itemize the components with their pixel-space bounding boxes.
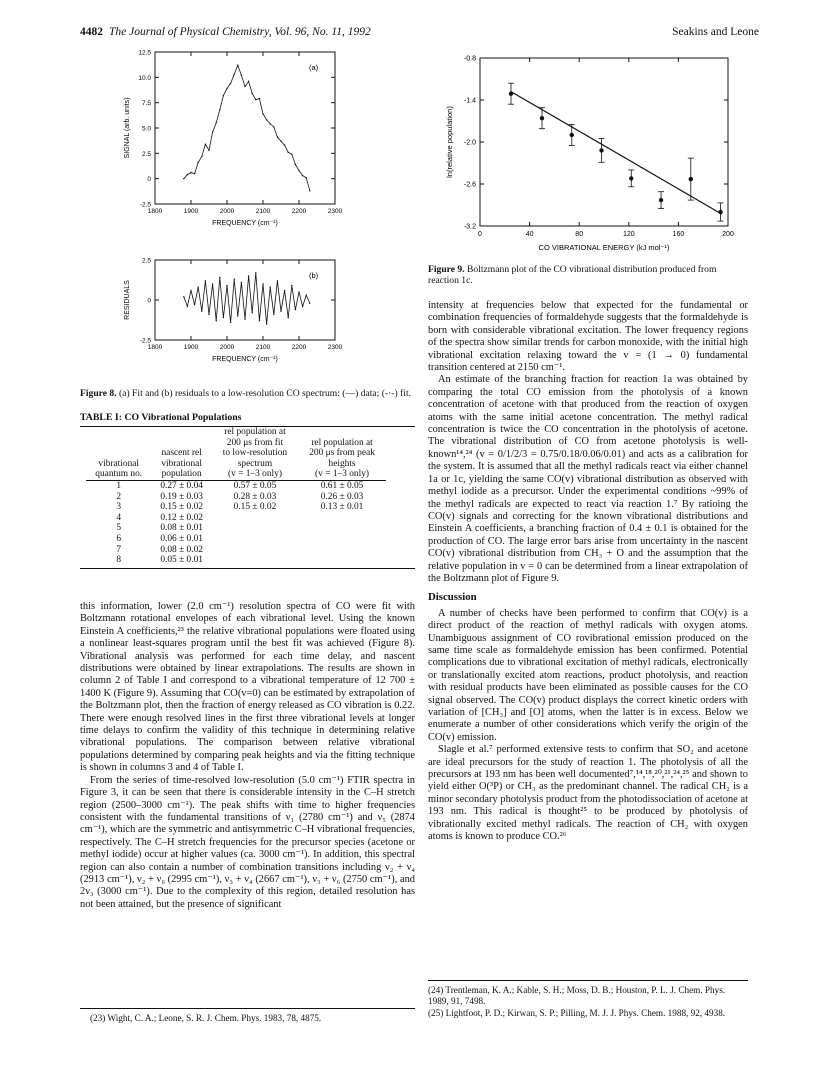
figure-9-caption-text: Boltzmann plot of the CO vibrational distribution produced from reaction 1c. (428, 264, 717, 287)
table-cell: 0.13 ± 0.01 (320, 502, 364, 513)
x-tick-label: 160 (672, 231, 685, 238)
figure-9 (438, 50, 738, 270)
data-point (262, 283, 263, 284)
data-point (205, 280, 206, 281)
table-header-cell (86, 448, 151, 459)
table-row (86, 492, 386, 503)
y-tick-label: 0 (147, 176, 151, 184)
data-point (205, 144, 206, 145)
table-header-cell: population (161, 469, 202, 480)
table-header-cell: vibrational (161, 458, 202, 469)
data-point (252, 312, 253, 313)
x-tick-label: 2200 (291, 344, 307, 351)
y-tick-label: 10.0 (138, 74, 151, 82)
table-header-cell: nascent rel (161, 448, 202, 459)
table-header-cell: to low-resolution (222, 448, 288, 459)
paragraph: Slagle et al.⁷ performed extensive tests to confirm that SO₂ and acetone are ideal precursors for the study of reaction 1. The photolysis of all the precursors at 193 nm has been well documented⁷,¹⁴,¹⁸,²⁰,²¹,²⁴,²⁵ and shown to yield either O(³P) or CH₃ as the predominant channel. The radical CH₂ is a minor secondary photolysis product from the photodissociation of acetone at 193 nm. This radical is thought²⁵ to be produced by photolysis of vibrationally excited methyl radicals. The reaction of CH₂ with oxygen atoms is known to produce CO.²⁶ (428, 744, 748, 843)
data-point (212, 283, 213, 284)
data-point (295, 309, 296, 310)
figure-8 (110, 46, 360, 386)
data-point (190, 172, 191, 173)
x-tick-label: 1900 (183, 344, 199, 351)
data-point (270, 123, 271, 124)
table-row (86, 480, 386, 491)
table-header-row (86, 459, 386, 470)
data-point (262, 113, 263, 114)
data-point (689, 177, 693, 181)
table-header-cell: vibrational (98, 458, 140, 469)
x-tick-label: 40 (525, 231, 534, 238)
table-cell (212, 523, 298, 534)
table-cell: 5 (116, 523, 122, 534)
table-row (86, 502, 386, 513)
table-header-cell: (v = 1–3 only) (315, 469, 370, 480)
data-point (190, 290, 191, 291)
y-tick-label: 2.5 (141, 257, 151, 265)
table-cell (212, 513, 298, 524)
data-point (223, 317, 224, 318)
data-point (237, 315, 238, 316)
data-point (659, 198, 663, 202)
y-tick-label: 7.5 (141, 100, 151, 108)
data-point (509, 92, 513, 96)
table-1 (80, 412, 415, 569)
data-point (187, 306, 188, 307)
page-number: 4482 (80, 26, 103, 38)
table-body (86, 427, 386, 566)
footnote-23: (23) Wight, C. A.; Leone, S. R. J. Chem. Phys. 1983, 78, 4875. (90, 1013, 322, 1023)
x-tick-label: 1800 (147, 344, 163, 351)
x-axis-label: FREQUENCY (cm⁻¹) (212, 356, 278, 363)
table-cell (298, 513, 386, 524)
x-tick-label: 2200 (291, 208, 307, 215)
running-header (80, 26, 759, 44)
y-tick-label: 12.5 (138, 49, 151, 57)
data-point (295, 164, 296, 165)
table-cell: 0.08 ± 0.02 (160, 544, 203, 555)
table-header-cell: 200 μs from peak (309, 448, 375, 459)
figure-9-caption (428, 264, 748, 287)
data-point (208, 150, 209, 151)
table-header-cell (151, 438, 211, 449)
table-row (86, 534, 386, 545)
data-point (248, 275, 249, 276)
paragraph: From the series of time-resolved low-resolution (5.0 cm⁻¹) FTIR spectra in Figure 3, it can be seen that there is considerable intensity in the C–H stretch region (2500–3000 cm⁻¹). The peak shifts with time to higher frequencies consistent with the fundamental transitions of ν₁ (2780 cm⁻¹) and ν₅ (2874 cm⁻¹), which are the symmetric and antisymmetric C–H vibrational frequencies, respectively. The C–H stretch frequencies for the precursor species (acetone or methyl iodide) occur at higher values (ca. 3000 cm⁻¹). In addition, this spectral region can also contain a number of combination transitions including ν₂ + ν₄ (2913 cm⁻¹), ν₂ + ν₆ (2995 cm⁻¹), ν₃ + ν₄ (2667 cm⁻¹), ν₃ + ν₆ (2750 cm⁻¹), and 2ν₃ (3000 cm⁻¹). Due to the complexity of this region, detailed resolution has not been attained, but the presence of significant (80, 774, 415, 910)
data-point (201, 156, 202, 157)
table-cell (298, 534, 386, 545)
table-header-row (86, 438, 386, 449)
data-point (277, 136, 278, 137)
data-point (241, 282, 242, 283)
table-title: TABLE I: CO Vibrational Populations (80, 412, 242, 423)
y-tick-label: -3.2 (463, 223, 476, 231)
table-cell: 3 (116, 502, 122, 513)
table-header-row (86, 469, 386, 480)
data-point (259, 98, 260, 99)
data-point (277, 280, 278, 281)
data-point (599, 148, 603, 152)
data-point (280, 311, 281, 312)
table-cell: 4 (116, 512, 122, 523)
table-row (86, 555, 386, 566)
table-header-cell: heights (328, 458, 356, 469)
journal-citation (80, 26, 371, 38)
data-point (255, 272, 256, 273)
fit-line (511, 92, 722, 215)
data-point (302, 175, 303, 176)
table-row (86, 513, 386, 524)
footnote-rule (80, 1008, 415, 1009)
table-cell: 0.12 ± 0.02 (160, 512, 203, 523)
data-point (309, 303, 310, 304)
data-point (570, 133, 574, 137)
data-point (183, 178, 184, 179)
data-point (237, 64, 238, 65)
table-header-row (86, 427, 386, 438)
table-cell (298, 555, 386, 566)
data-point (212, 131, 213, 132)
data-point (298, 170, 299, 171)
table-cell: 2 (116, 491, 122, 502)
table-cell: 0.28 ± 0.03 (233, 491, 277, 502)
paragraph: this information, lower (2.0 cm⁻¹) resolution spectra of CO were fit with Boltzmann rotational envelopes of each vibrational level. Using the known Einstein A coefficients,²³ the relative vibrational populations were floated using a nonlinear least-squares program until the best fit was achieved (Figure 8). Vibrational analysis was performed for each time delay, and nascent distributions were obtained by linear extrapolations. The results are shown in column 2 of Table I and correspond to a vibrational temperature of 12 700 ± 1400 K (Figure 9). Assuming that CO(v=0) can be estimated by extrapolation of the Boltzmann plot, then the fraction of energy released as CO vibration is 0.22. There were enough resolved lines in the first three vibrational levels at longer time delays to confirm the validity of this technique in determining relative vibrational populations. The comparison between relative vibrational populations determined by comparing peak heights and via the fitting technique is shown in columns 3 and 4 of Table I. (80, 601, 415, 774)
data-point (288, 317, 289, 318)
data-point (187, 174, 188, 175)
y-tick-label: -2.6 (463, 181, 476, 189)
table-header-cell (86, 427, 151, 438)
panel-label: (b) (309, 271, 319, 280)
table-header-cell (86, 438, 151, 449)
x-axis-label: CO VIBRATIONAL ENERGY (kJ mol⁻¹) (538, 243, 670, 252)
data-point (306, 177, 307, 178)
y-tick-label: 0 (147, 297, 151, 305)
plot-frame (480, 58, 728, 226)
table-cell: 0.08 ± 0.01 (160, 523, 203, 534)
y-tick-label: -0.8 (463, 55, 476, 63)
data-point (219, 109, 220, 110)
figure-8-caption-text: (a) Fit and (b) residuals to a low-resolution CO spectrum: (—) data; (-·-) fit. (119, 388, 412, 399)
x-tick-label: 1900 (183, 208, 199, 215)
data-trace (184, 273, 310, 324)
paragraph: A number of checks have been performed to confirm that CO(v) is a direct product of the reaction of methyl radicals with oxygen atoms. Unambiguous assignment of CO rovibrational emission produced on the same time scale as formaldehyde emission has been confirmed. Potential complications due to vibrational excitation of methyl radicals, electronically or translationally excited atom reactions, product photolysis, and reaction with residual products have been eliminated as possible causes for the CO signal observed. The CO(v) product displays the correct kinetic orders with variation of [CH₃] and [O] atoms, when the latter is in excess. Below we enumerate a number of other considerations which verify the origin of the CO(v) emission. (428, 607, 748, 743)
data-point (255, 99, 256, 100)
data-point (718, 210, 722, 214)
x-tick-label: 0 (478, 231, 482, 238)
data-point (230, 322, 231, 323)
y-tick-label: -2.5 (139, 337, 151, 345)
data-point (273, 314, 274, 315)
data-point (252, 93, 253, 94)
data-point (266, 323, 267, 324)
data-point (226, 285, 227, 286)
figure-8-caption (80, 388, 415, 399)
x-tick-label: 2300 (327, 208, 343, 215)
data-point (270, 287, 271, 288)
data-point (219, 277, 220, 278)
left-column-text (80, 601, 415, 911)
data-point (284, 290, 285, 291)
y-axis-label: SIGNAL (arb. units) (124, 97, 131, 159)
section-heading-discussion: Discussion (428, 591, 477, 604)
data-point (284, 145, 285, 146)
data-point (288, 152, 289, 153)
data-point (540, 116, 544, 120)
data-point (244, 319, 245, 320)
figure-8-caption-label: Figure 8. (80, 388, 117, 399)
data-point (244, 86, 245, 87)
right-column-text (428, 300, 748, 843)
table-cell: 0.57 ± 0.05 (233, 480, 277, 491)
table-cell: 0.05 ± 0.01 (160, 555, 203, 566)
figure-9-caption-label: Figure 9. (428, 264, 465, 275)
table-cell: 0.06 ± 0.01 (160, 533, 203, 544)
journal-title: The Journal of Physical Chemistry, Vol. 96, No. 11, 1992 (109, 26, 371, 38)
x-tick-label: 120 (622, 231, 635, 238)
data-point (201, 311, 202, 312)
paragraph: intensity at frequencies below that expected for the fundamental or combination frequencies of formaldehyde suggests that the formaldehyde is born with considerable vibrational excitation. The lower frequency regions of the spectra show similar trends for carbon monoxide, with the initial high vibrational excitation relaxing toward the v = (1 → 0) fundamental transition centered at 2150 cm⁻¹. (428, 300, 748, 374)
y-tick-label: 5.0 (141, 125, 151, 133)
table-header-cell (298, 427, 386, 438)
y-axis-label: RESIDUALS (124, 280, 131, 320)
y-tick-label: 2.5 (141, 150, 151, 158)
data-point (226, 88, 227, 89)
footnote-25: (25) Lightfoot, P. D.; Kirwan, S. P.; Pilling, M. J. J. Phys. Chem. 1988, 92, 4938. (428, 1008, 726, 1018)
x-tick-label: 2000 (219, 344, 235, 351)
table-header-cell: (v = 1–3 only) (227, 469, 282, 480)
table-row (86, 545, 386, 556)
table-cell (212, 545, 298, 556)
panel-label: (a) (309, 63, 319, 72)
table-header-cell: 200 μs from fit (226, 437, 284, 448)
data-point (306, 295, 307, 296)
data-point (309, 190, 310, 191)
data-point (223, 95, 224, 96)
data-point (629, 176, 633, 180)
x-tick-label: 80 (575, 231, 584, 238)
data-point (208, 314, 209, 315)
data-point (298, 291, 299, 292)
table-header-cell: quantum no. (95, 469, 143, 480)
table-header-cell (151, 427, 211, 438)
x-tick-label: 2100 (255, 344, 271, 351)
table-cell: 0.26 ± 0.03 (320, 491, 364, 502)
x-axis-label: FREQUENCY (cm⁻¹) (212, 220, 278, 227)
data-point (266, 119, 267, 120)
data-point (234, 279, 235, 280)
data-point (216, 122, 217, 123)
data-point (230, 83, 231, 84)
paragraph: An estimate of the branching fraction for reaction 1a was obtained by comparing the total CO emission from the photolysis of a known concentration of acetone with that produced from the reaction of oxygen atoms with the same initial acetone concentration. The methyl radical concentration is twice the CO concentration in the photolysis of acetone. The vibrational distribution of CO from acetone photolysis is well-known¹⁴,²⁴ (v = 0/1/2/3 = 0.75/0.18/0.06/0.01) and acts as a calibration for the system. It is assumed that all the methyl radicals react via either channel 1a or 1c, yielding the same CO(v) vibrational distribution as observed with methyl iodide as a precursor. Under the experimental conditions ~99% of the methyl radicals are expected to react via reaction 1.⁷ By ratioing the CO(v) signals and correcting for the known vibrational distributions and Einstein A coefficients, a branching fraction of 0.4 ± 0.1 is obtained for the production of CO. The large error bars arise from uncertainty in the nascent CO(v) vibrational distribution from CH₃ + O and the assumption that the relative population in v = 0 can be determined from a linear extrapolation of the Boltzmann plot of Figure 9. (428, 374, 748, 584)
x-tick-label: 2000 (219, 208, 235, 215)
y-tick-label: -2.0 (463, 139, 476, 147)
data-point (291, 154, 292, 155)
table-cell: 0.61 ± 0.05 (320, 480, 364, 491)
data-point (183, 296, 184, 297)
footnote-24: (24) Trentleman, K. A.; Kable, S. H.; Moss, D. B.; Houston, P. L. J. Chem. Phys. 1989, 91, 7498. (428, 985, 726, 1006)
data-point (302, 306, 303, 307)
data-point (234, 74, 235, 75)
table-header-cell: rel population at (311, 437, 373, 448)
data-point (280, 140, 281, 141)
table-cell: 8 (116, 555, 122, 566)
table-cell: 0.15 ± 0.02 (160, 502, 203, 513)
table-cell (298, 523, 386, 534)
table-cell: 6 (116, 533, 122, 544)
x-tick-label: 2300 (327, 344, 343, 351)
data-point (194, 304, 195, 305)
table-cell (298, 545, 386, 556)
table-cell: 0.15 ± 0.02 (233, 502, 277, 513)
data-trace (184, 65, 310, 191)
y-tick-label: -2.5 (139, 201, 151, 209)
table-cell: 0.19 ± 0.03 (160, 491, 203, 502)
data-point (241, 75, 242, 76)
data-point (248, 81, 249, 82)
data-point (259, 320, 260, 321)
table-cell: 0.27 ± 0.04 (160, 480, 203, 491)
footnote-rule (428, 980, 748, 981)
data-point (273, 126, 274, 127)
x-tick-label: 1800 (147, 208, 163, 215)
y-axis-label: ln(relative population) (445, 106, 454, 178)
x-tick-label: 2100 (255, 208, 271, 215)
table-cell: 1 (116, 480, 122, 491)
data-point (198, 287, 199, 288)
x-tick-label: 200 (722, 231, 734, 238)
data-point (194, 173, 195, 174)
y-tick-label: -1.4 (463, 97, 476, 105)
table-header-cell: rel population at (224, 427, 286, 437)
table-cell (212, 555, 298, 566)
table-header-cell: spectrum (237, 458, 273, 469)
data-point (198, 162, 199, 163)
table-cell: 7 (116, 544, 122, 555)
table-row (86, 523, 386, 534)
data-point (291, 285, 292, 286)
data-point (216, 320, 217, 321)
table-cell (212, 534, 298, 545)
authors: Seakins and Leone (672, 26, 759, 38)
table-bottom-rule (80, 568, 415, 569)
plot-frame (155, 52, 335, 204)
table-header-row (86, 448, 386, 459)
